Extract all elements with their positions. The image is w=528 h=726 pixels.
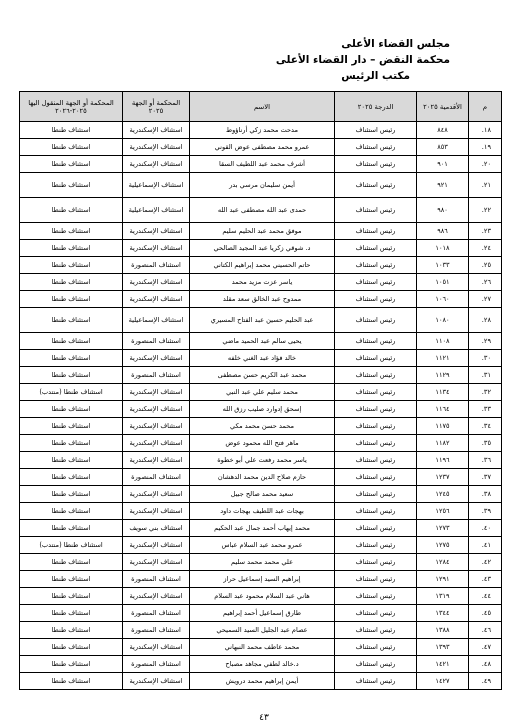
table-row	[20, 571, 502, 588]
transfer-court-cell: استئناف طنطا	[20, 274, 123, 291]
grade-cell: رئيس استئناف	[335, 452, 417, 469]
table-row	[20, 291, 502, 308]
grade-cell: رئيس استئناف	[335, 639, 417, 656]
table-row	[20, 384, 502, 401]
grade-cell: رئيس استئناف	[335, 156, 417, 173]
grade-cell: رئيس استئناف	[335, 588, 417, 605]
current-court-cell: استئناف الإسماعيلية	[123, 173, 190, 198]
table-row	[20, 537, 502, 554]
table-row	[20, 401, 502, 418]
table-header-row	[20, 92, 502, 122]
name-cell: أيمن إبراهيم محمد درويش	[190, 673, 335, 690]
name-cell: محمد إيهاب أحمد جمال عبد الحكيم	[190, 520, 335, 537]
row-number: ٤٤.	[469, 588, 502, 605]
transfer-court-cell: استئناف طنطا	[20, 240, 123, 257]
seniority-cell: ١٤٢٧	[417, 673, 469, 690]
grade-cell: رئيس استئناف	[335, 435, 417, 452]
col-header-court: المحكمة أو الجهة ٢٠٢٥	[123, 92, 190, 122]
seniority-cell: ١٢٧٥	[417, 537, 469, 554]
col-header-seniority: الأقدمية ٢٠٢٥	[417, 92, 469, 122]
seniority-cell: ١٠٨٠	[417, 308, 469, 333]
transfer-court-cell: استئناف طنطا	[20, 520, 123, 537]
row-number: ١٨.	[469, 122, 502, 139]
name-cell: ماهر فتح الله محمود عوض	[190, 435, 335, 452]
name-cell: حازم صلاح الدين محمد الدهشان	[190, 469, 335, 486]
current-court-cell: استئناف الإسماعيلية	[123, 308, 190, 333]
name-cell: ياسر عزت مزيد محمد	[190, 274, 335, 291]
transfer-court-cell: استئناف طنطا	[20, 622, 123, 639]
row-number: ٤٣.	[469, 571, 502, 588]
grade-cell: رئيس استئناف	[335, 367, 417, 384]
seniority-cell: ١١٢٩	[417, 367, 469, 384]
table-row	[20, 156, 502, 173]
name-cell: هاني عبد السلام محمود عبد السلام	[190, 588, 335, 605]
current-court-cell: استئناف الإسكندرية	[123, 122, 190, 139]
table-row	[20, 673, 502, 690]
row-number: ٣٩.	[469, 503, 502, 520]
current-court-cell: استئناف الإسكندرية	[123, 418, 190, 435]
seniority-cell: ٩٨٦	[417, 223, 469, 240]
seniority-cell: ٩٢١	[417, 173, 469, 198]
table-row	[20, 198, 502, 223]
current-court-cell: استئناف الإسكندرية	[123, 274, 190, 291]
table-row	[20, 469, 502, 486]
seniority-cell: ١١٧٥	[417, 418, 469, 435]
row-number: ٢٤.	[469, 240, 502, 257]
page-number: ٤٣	[259, 713, 269, 723]
table-row	[20, 240, 502, 257]
table-row	[20, 274, 502, 291]
name-cell: د.خالد لطفي مجاهد مصباح	[190, 656, 335, 673]
current-court-cell: استئناف المنصورة	[123, 367, 190, 384]
row-number: ٢٥.	[469, 257, 502, 274]
seniority-cell: ١٢٤٥	[417, 486, 469, 503]
seniority-cell: ١٠٦٠	[417, 291, 469, 308]
table-row	[20, 122, 502, 139]
grade-cell: رئيس استئناف	[335, 605, 417, 622]
table-row	[20, 333, 502, 350]
name-cell: بهجات عبد اللطيف بهجات داود	[190, 503, 335, 520]
current-court-cell: استئناف الإسماعيلية	[123, 198, 190, 223]
grade-cell: رئيس استئناف	[335, 122, 417, 139]
current-court-cell: استئناف الإسكندرية	[123, 240, 190, 257]
name-cell: ممدوح عبد الخالق سعد مقلد	[190, 291, 335, 308]
table-row	[20, 656, 502, 673]
current-court-cell: استئناف المنصورة	[123, 469, 190, 486]
transfer-court-cell: استئناف طنطا	[20, 308, 123, 333]
seniority-cell: ١١٠٨	[417, 333, 469, 350]
grade-cell: رئيس استئناف	[335, 537, 417, 554]
grade-cell: رئيس استئناف	[335, 571, 417, 588]
row-number: ٣٣.	[469, 401, 502, 418]
table-row	[20, 308, 502, 333]
current-court-cell: استئناف المنصورة	[123, 571, 190, 588]
court-title: محكمة النقض – دار القضاء الأعلى	[275, 54, 450, 66]
transfer-court-cell: استئناف طنطا	[20, 656, 123, 673]
seniority-cell: ٩٠١	[417, 156, 469, 173]
col-header-num: م	[469, 92, 502, 122]
name-cell: إبراهيم السيد إسماعيل حراز	[190, 571, 335, 588]
table-row	[20, 367, 502, 384]
grade-cell: رئيس استئناف	[335, 240, 417, 257]
current-court-cell: استئناف المنصورة	[123, 622, 190, 639]
transfer-court-cell: استئناف طنطا	[20, 333, 123, 350]
name-cell: د. شوقي زكريا عبد المجيد الصالحي	[190, 240, 335, 257]
name-cell: عصام عبد الجليل السيد السميحي	[190, 622, 335, 639]
current-court-cell: استئناف الإسكندرية	[123, 554, 190, 571]
row-number: ١٩.	[469, 139, 502, 156]
col-header-name: الاسم	[190, 92, 335, 122]
name-cell: أيمن سليمان مرسي بدر	[190, 173, 335, 198]
transfer-court-cell: استئناف طنطا	[20, 554, 123, 571]
grade-cell: رئيس استئناف	[335, 469, 417, 486]
name-cell: محمد سليم علي عبد النبي	[190, 384, 335, 401]
transfer-court-cell: استئناف طنطا	[20, 173, 123, 198]
table-row	[20, 173, 502, 198]
seniority-cell: ١٣٤٤	[417, 605, 469, 622]
transfer-court-cell: استئناف طنطا	[20, 139, 123, 156]
name-cell: محمد حسن محمد مكي	[190, 418, 335, 435]
seniority-cell: ١٠٥١	[417, 274, 469, 291]
current-court-cell: استئناف الإسكندرية	[123, 486, 190, 503]
grade-cell: رئيس استئناف	[335, 350, 417, 367]
row-number: ٢٦.	[469, 274, 502, 291]
row-number: ٣٠.	[469, 350, 502, 367]
table-row	[20, 139, 502, 156]
transfer-court-cell: استئناف طنطا	[20, 503, 123, 520]
current-court-cell: استئناف الإسكندرية	[123, 291, 190, 308]
current-court-cell: استئناف الإسكندرية	[123, 537, 190, 554]
name-cell: محمد عبد الكريم حسن مصطفى	[190, 367, 335, 384]
row-number: ٢٧.	[469, 291, 502, 308]
office-title: مكتب الرئيس	[341, 70, 410, 82]
row-number: ٤٦.	[469, 622, 502, 639]
table-row	[20, 350, 502, 367]
name-cell: طارق إسماعيل أحمد إبراهيم	[190, 605, 335, 622]
current-court-cell: استئناف الإسكندرية	[123, 452, 190, 469]
current-court-cell: استئناف المنصورة	[123, 656, 190, 673]
current-court-cell: استئناف المنصورة	[123, 605, 190, 622]
current-court-cell: استئناف المنصورة	[123, 333, 190, 350]
seniority-cell: ٨٤٨	[417, 122, 469, 139]
transfer-court-cell: استئناف طنطا	[20, 418, 123, 435]
row-number: ٣٤.	[469, 418, 502, 435]
grade-cell: رئيس استئناف	[335, 333, 417, 350]
transfer-court-cell: استئناف طنطا	[20, 486, 123, 503]
grade-cell: رئيس استئناف	[335, 139, 417, 156]
transfer-court-cell: استئناف طنطا	[20, 223, 123, 240]
seniority-cell: ١١٨٢	[417, 435, 469, 452]
seniority-cell: ١٣١٩	[417, 588, 469, 605]
name-cell: يحيى سالم عبد الحميد ماضي	[190, 333, 335, 350]
name-cell: علي محمد محمد سليم	[190, 554, 335, 571]
row-number: ٣٨.	[469, 486, 502, 503]
current-court-cell: استئناف الإسكندرية	[123, 401, 190, 418]
row-number: ٢٢.	[469, 198, 502, 223]
transfer-court-cell: استئناف طنطا (منتدب)	[20, 537, 123, 554]
current-court-cell: استئناف المنصورة	[123, 257, 190, 274]
transfer-court-cell: استئناف طنطا	[20, 401, 123, 418]
current-court-cell: استئناف الإسكندرية	[123, 223, 190, 240]
seniority-cell: ١١٩٦	[417, 452, 469, 469]
row-number: ٣٦.	[469, 452, 502, 469]
transfer-court-cell: استئناف طنطا	[20, 257, 123, 274]
row-number: ٣٢.	[469, 384, 502, 401]
table-row	[20, 554, 502, 571]
seniority-cell: ١٢٨٤	[417, 554, 469, 571]
current-court-cell: استئناف الإسكندرية	[123, 503, 190, 520]
grade-cell: رئيس استئناف	[335, 673, 417, 690]
row-number: ٣٥.	[469, 435, 502, 452]
name-cell: إسحق إدوارد صليب رزق الله	[190, 401, 335, 418]
name-cell: موفق محمد عبد الحليم سليم	[190, 223, 335, 240]
table-row	[20, 486, 502, 503]
table-row	[20, 418, 502, 435]
transfers-table	[19, 91, 502, 690]
grade-cell: رئيس استئناف	[335, 418, 417, 435]
seniority-cell: ١٢٣٧	[417, 469, 469, 486]
name-cell: خالد فؤاد عبد الغني خلفه	[190, 350, 335, 367]
grade-cell: رئيس استئناف	[335, 198, 417, 223]
transfer-court-cell: استئناف طنطا	[20, 605, 123, 622]
seniority-cell: ١١٦٤	[417, 401, 469, 418]
transfer-court-cell: استئناف طنطا	[20, 639, 123, 656]
current-court-cell: استئناف الإسكندرية	[123, 139, 190, 156]
grade-cell: رئيس استئناف	[335, 486, 417, 503]
seniority-cell: ١١٣٤	[417, 384, 469, 401]
row-number: ٢٣.	[469, 223, 502, 240]
table-row	[20, 520, 502, 537]
transfer-court-cell: استئناف طنطا	[20, 367, 123, 384]
transfer-court-cell: استئناف طنطا	[20, 673, 123, 690]
table-row	[20, 605, 502, 622]
grade-cell: رئيس استئناف	[335, 257, 417, 274]
row-number: ٤٨.	[469, 656, 502, 673]
grade-cell: رئيس استئناف	[335, 554, 417, 571]
table-row	[20, 452, 502, 469]
row-number: ٤٩.	[469, 673, 502, 690]
current-court-cell: استئناف الإسكندرية	[123, 156, 190, 173]
row-number: ٢٩.	[469, 333, 502, 350]
transfer-court-cell: استئناف طنطا	[20, 571, 123, 588]
col-header-transfer: المحكمة أو الجهة المنقول اليها ٢٠٢٥-٢٠٢٦	[20, 92, 123, 122]
row-number: ٣٧.	[469, 469, 502, 486]
seniority-cell: ١٢٥٦	[417, 503, 469, 520]
transfer-court-cell: استئناف طنطا	[20, 350, 123, 367]
row-number: ٢١.	[469, 173, 502, 198]
seniority-cell: ١٢٩١	[417, 571, 469, 588]
seniority-cell: ٩٨٠	[417, 198, 469, 223]
table-row	[20, 503, 502, 520]
grade-cell: رئيس استئناف	[335, 274, 417, 291]
transfer-court-cell: استئناف طنطا	[20, 435, 123, 452]
transfer-court-cell: استئناف طنطا	[20, 452, 123, 469]
transfer-court-cell: استئناف طنطا	[20, 469, 123, 486]
current-court-cell: استئناف الإسكندرية	[123, 673, 190, 690]
grade-cell: رئيس استئناف	[335, 223, 417, 240]
grade-cell: رئيس استئناف	[335, 173, 417, 198]
table-row	[20, 588, 502, 605]
col-header-grade: الدرجة ٢٠٢٥	[335, 92, 417, 122]
current-court-cell: استئناف الإسكندرية	[123, 435, 190, 452]
table-row	[20, 257, 502, 274]
row-number: ٢٨.	[469, 308, 502, 333]
table-row	[20, 223, 502, 240]
transfer-court-cell: استئناف طنطا	[20, 291, 123, 308]
name-cell: سعيد محمد صالح جبيل	[190, 486, 335, 503]
grade-cell: رئيس استئناف	[335, 308, 417, 333]
row-number: ٣١.	[469, 367, 502, 384]
grade-cell: رئيس استئناف	[335, 656, 417, 673]
name-cell: حمدى عبد الله مصطفى عبد الله	[190, 198, 335, 223]
current-court-cell: استئناف بني سويف	[123, 520, 190, 537]
seniority-cell: ١١٢١	[417, 350, 469, 367]
transfer-court-cell: استئناف طنطا	[20, 588, 123, 605]
seniority-cell: ١٠٣٣	[417, 257, 469, 274]
current-court-cell: استئناف الإسكندرية	[123, 384, 190, 401]
seniority-cell: ١٢٧٣	[417, 520, 469, 537]
current-court-cell: استئناف الإسكندرية	[123, 350, 190, 367]
name-cell: عمرو محمد مصطفى عوض القوني	[190, 139, 335, 156]
name-cell: مدحت محمد زكي أرناؤوط	[190, 122, 335, 139]
name-cell: عبد الحليم حسين عبد الفتاح المسيري	[190, 308, 335, 333]
table-row	[20, 639, 502, 656]
grade-cell: رئيس استئناف	[335, 291, 417, 308]
table-body	[20, 122, 502, 690]
transfer-court-cell: استئناف طنطا (منتدب)	[20, 384, 123, 401]
current-court-cell: استئناف الإسكندرية	[123, 588, 190, 605]
seniority-cell: ١٣٩٣	[417, 639, 469, 656]
current-court-cell: استئناف الإسكندرية	[123, 639, 190, 656]
row-number: ٤٠.	[469, 520, 502, 537]
transfer-court-cell: استئناف طنطا	[20, 156, 123, 173]
seniority-cell: ١٤٢١	[417, 656, 469, 673]
grade-cell: رئيس استئناف	[335, 401, 417, 418]
seniority-cell: ١٣٨٨	[417, 622, 469, 639]
seniority-cell: ١٠١٨	[417, 240, 469, 257]
grade-cell: رئيس استئناف	[335, 622, 417, 639]
name-cell: حاتم الحسيني محمد إبراهيم الكتاني	[190, 257, 335, 274]
transfer-court-cell: استئناف طنطا	[20, 122, 123, 139]
row-number: ٤٢.	[469, 554, 502, 571]
name-cell: ياسر محمد رفعت علي أبو خطوة	[190, 452, 335, 469]
name-cell: عمرو محمد عبد السلام عباس	[190, 537, 335, 554]
seniority-cell: ٨٥٣	[417, 139, 469, 156]
grade-cell: رئيس استئناف	[335, 384, 417, 401]
row-number: ٢٠.	[469, 156, 502, 173]
grade-cell: رئيس استئناف	[335, 503, 417, 520]
name-cell: محمد عاطف محمد النبهاني	[190, 639, 335, 656]
table-row	[20, 435, 502, 452]
transfer-court-cell: استئناف طنطا	[20, 198, 123, 223]
council-title: مجلس القضاء الأعلى	[341, 38, 450, 50]
row-number: ٤٥.	[469, 605, 502, 622]
name-cell: أشرف محمد عبد اللطيف السقا	[190, 156, 335, 173]
table-row	[20, 622, 502, 639]
row-number: ٤١.	[469, 537, 502, 554]
grade-cell: رئيس استئناف	[335, 520, 417, 537]
row-number: ٤٧.	[469, 639, 502, 656]
